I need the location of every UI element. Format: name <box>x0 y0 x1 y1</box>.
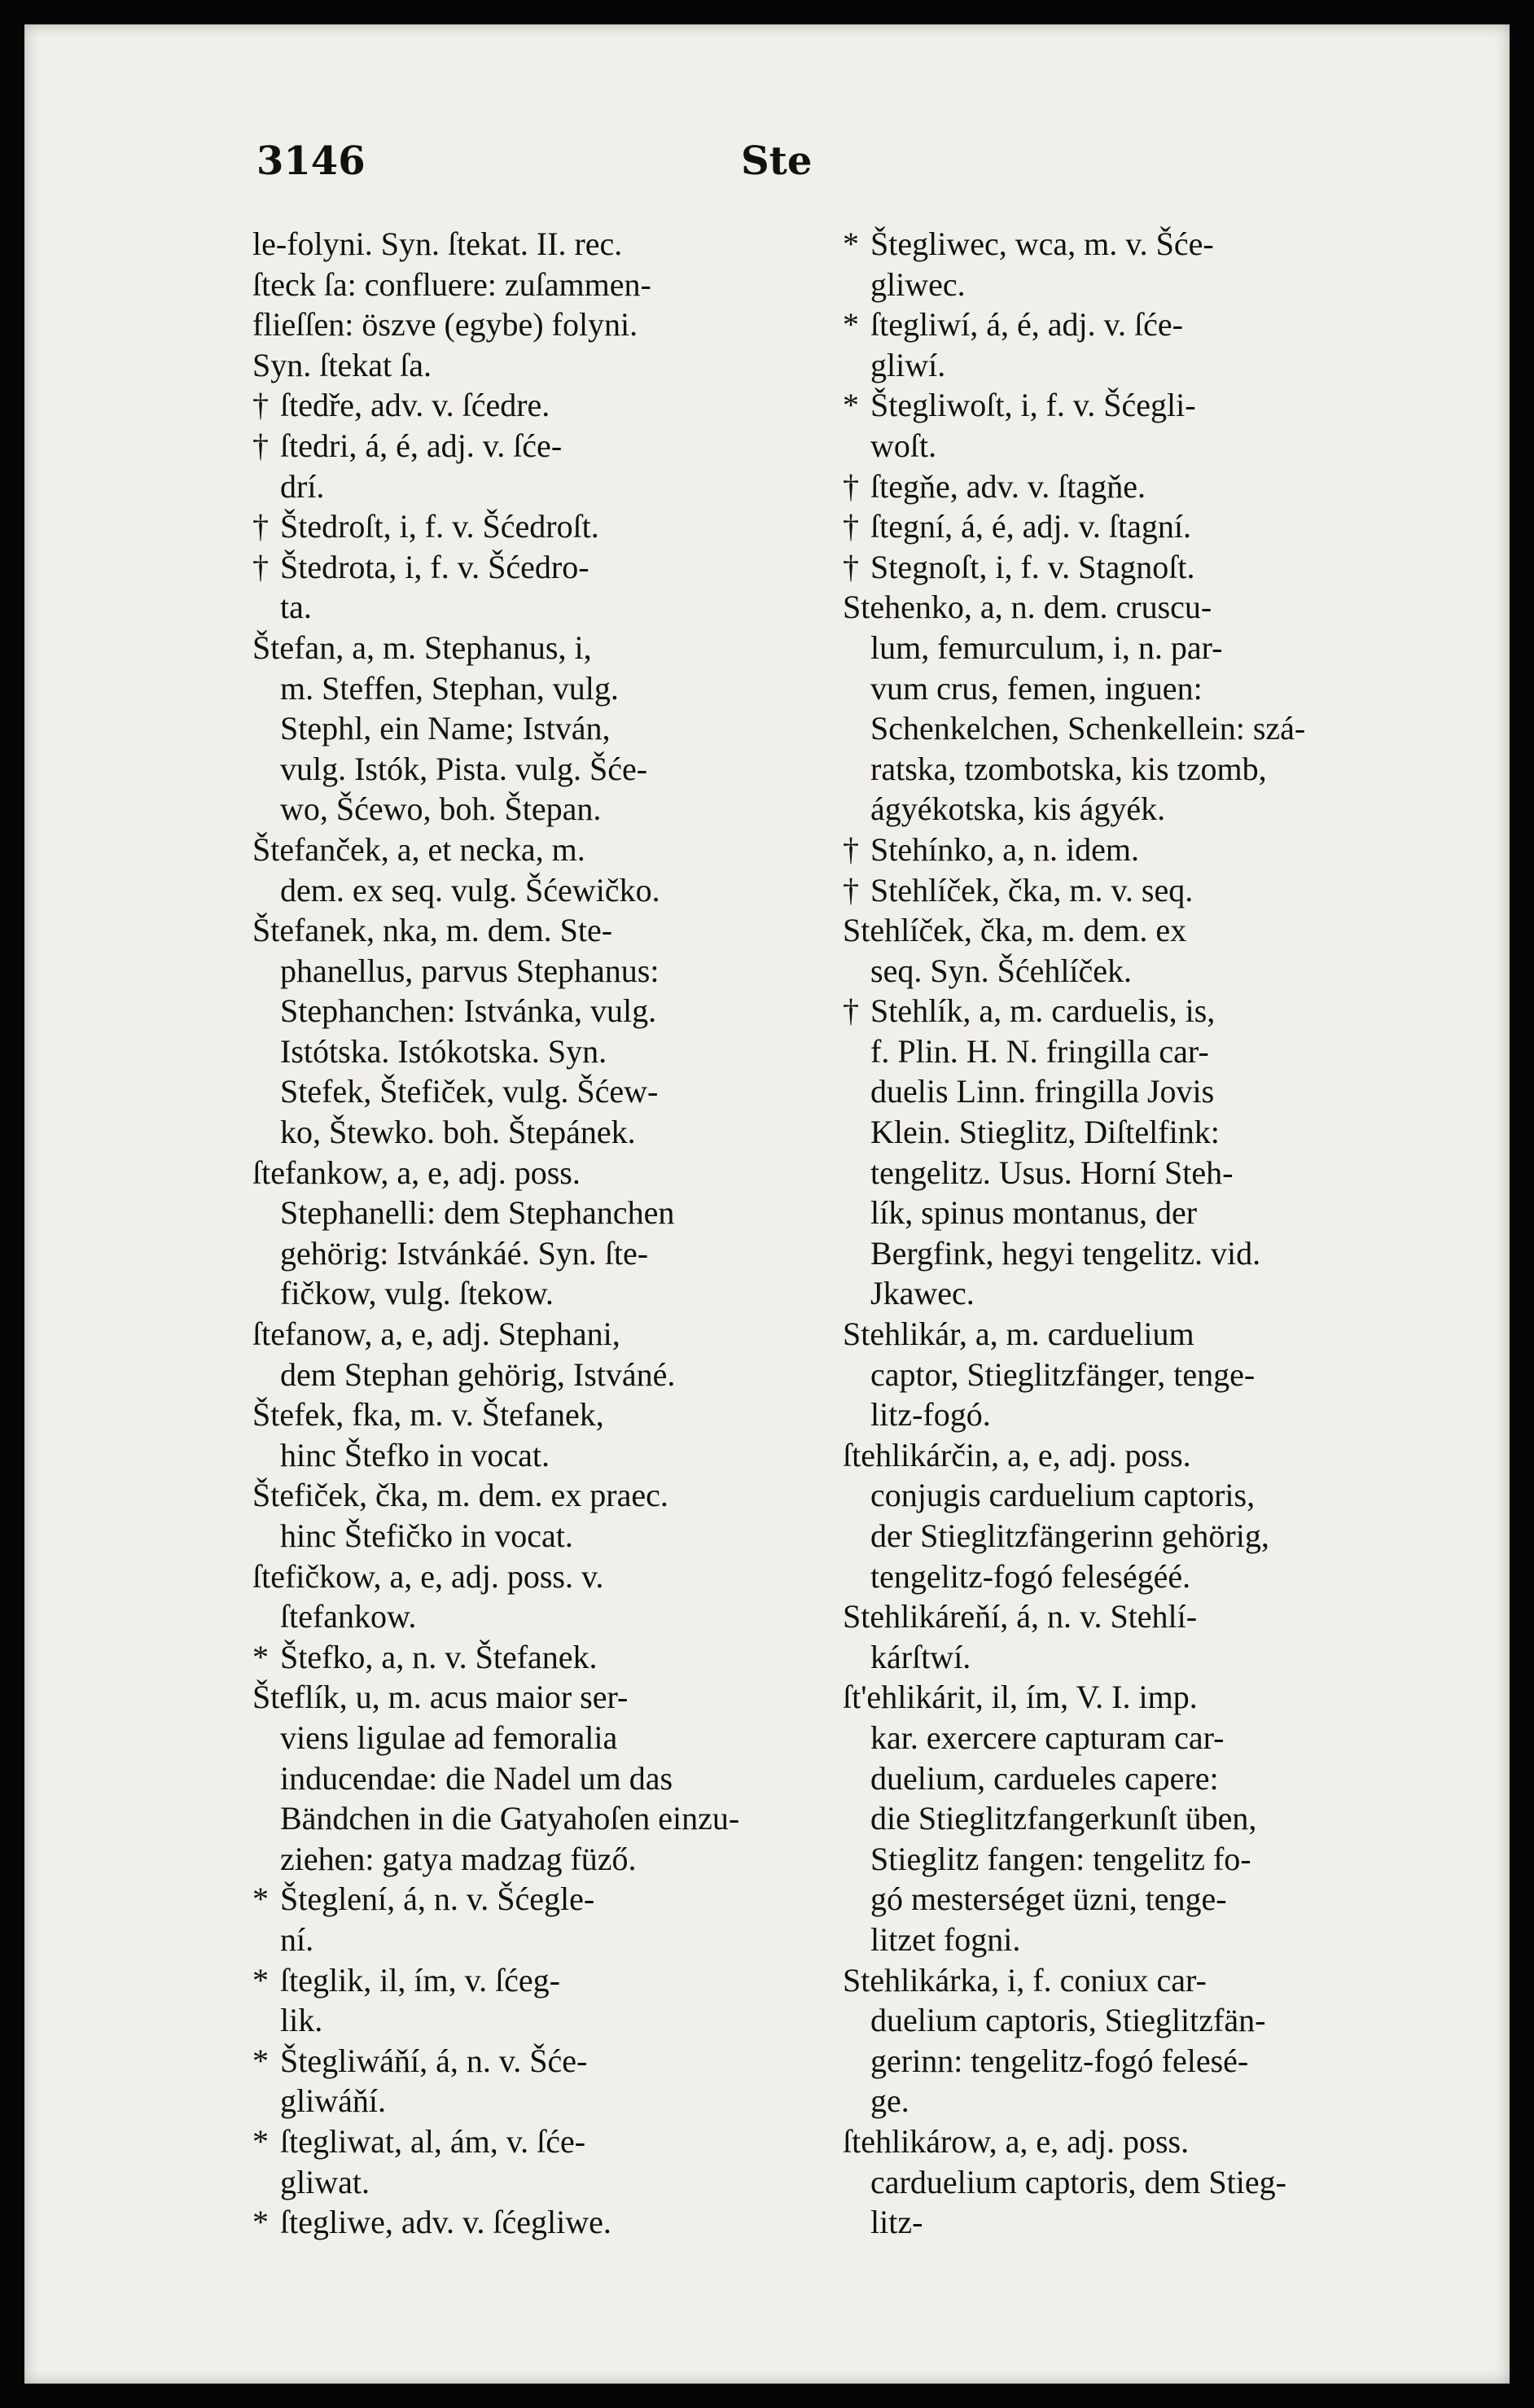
left-entry-text: gliwat. <box>280 2163 370 2200</box>
right-entry-text: Stehlík, a, m. carduelis, is, <box>870 992 1216 1030</box>
right-entry-line <box>843 668 1462 709</box>
right-entry-line <box>843 2081 1462 2121</box>
right-entry-text: litzet fogni. <box>870 1920 1021 1958</box>
left-entry-text: lik. <box>280 2002 323 2039</box>
right-entry-line <box>843 1475 1462 1516</box>
left-entry-text: ſtegliwat, al, ám, v. ſće- <box>280 2122 586 2160</box>
asterisk-marker: * <box>252 1961 269 1999</box>
left-entry-line <box>252 1394 822 1435</box>
left-entry-text: vulg. Istók, Pista. vulg. Šće- <box>280 750 648 787</box>
right-entry-line <box>843 991 1462 1031</box>
dagger-marker: † <box>252 427 269 464</box>
asterisk-marker: * <box>252 2042 269 2079</box>
left-entry-text: m. Steffen, Stephan, vulg. <box>280 669 619 707</box>
left-entry-line <box>252 345 822 386</box>
left-entry-text: Štefiček, čka, m. dem. ex praec. <box>252 1477 668 1514</box>
right-entry-line <box>843 1556 1462 1597</box>
left-entry-line <box>252 224 822 265</box>
right-entry-text: gó mesterséget üzni, tenge- <box>870 1880 1227 1918</box>
left-entry-text: hinc Štefičko in vocat. <box>280 1517 573 1554</box>
dagger-marker: † <box>843 467 859 505</box>
left-entry-text: ſteck ſa: confluere: zuſammen- <box>252 265 651 303</box>
page <box>24 24 1510 2384</box>
right-entry-text: gliwí. <box>870 346 946 383</box>
left-entry-line <box>252 1233 822 1274</box>
left-entry-text: fičkow, vulg. ſtekow. <box>280 1275 554 1312</box>
left-entry-text: Štegliwáňí, á, n. v. Šće- <box>280 2042 588 2079</box>
left-entry-text: ſteglik, il, ím, v. ſćeg- <box>280 1961 561 1999</box>
right-entry-text: ſtehlikárčin, a, e, adj. poss. <box>843 1436 1191 1473</box>
dagger-marker: † <box>252 508 269 545</box>
right-entry-line <box>843 789 1462 830</box>
right-entry-text: litz- <box>870 2204 923 2241</box>
left-entry-text: ſtefičkow, a, e, adj. poss. v. <box>252 1557 604 1595</box>
left-entry-text: Štedrota, i, f. v. Šćedro- <box>280 548 589 585</box>
left-entry-line <box>252 466 822 507</box>
left-entry-text: hinc Štefko in vocat. <box>280 1436 550 1473</box>
right-entry-text: duelium, cardueles capere: <box>870 1759 1219 1797</box>
left-entry-line <box>252 1153 822 1193</box>
left-entry-line <box>252 910 822 951</box>
left-entry-line <box>252 1637 822 1678</box>
left-entry-text: gehörig: Istvánkáé. Syn. ſte- <box>280 1234 649 1272</box>
left-entry-line <box>252 2041 822 2082</box>
left-entry-line <box>252 1596 822 1637</box>
left-entry-text: ſtedře, adv. v. ſćedre. <box>280 387 550 424</box>
page-number: 3146 <box>256 138 366 184</box>
left-entry-text: ſtedri, á, é, adj. v. ſće- <box>280 427 563 464</box>
asterisk-marker: * <box>252 1638 269 1675</box>
left-entry-line <box>252 1193 822 1233</box>
right-entry-line <box>843 224 1462 265</box>
left-entry-text: Štefanek, nka, m. dem. Ste- <box>252 912 613 949</box>
right-entry-text: ſtehlikárow, a, e, adj. poss. <box>843 2122 1190 2160</box>
right-entry-text: ſtegliwí, á, é, adj. v. ſće- <box>870 306 1183 344</box>
right-entry-text: gerinn: tengelitz-fogó felesé- <box>870 2042 1249 2079</box>
right-entry-text: kar. exercere capturam car- <box>870 1718 1225 1756</box>
left-entry-text: Štefko, a, n. v. Štefanek. <box>280 1638 598 1675</box>
right-entry-line <box>843 587 1462 628</box>
right-entry-text: Stehlikár, a, m. carduelium <box>843 1316 1194 1353</box>
right-entry-text: ſtegňe, adv. v. ſtagňe. <box>870 467 1146 505</box>
left-entry-line <box>252 1031 822 1072</box>
right-entry-line <box>843 2202 1462 2243</box>
right-entry-text: lum, femurculum, i, n. par- <box>870 628 1223 666</box>
left-entry-text: ziehen: gatya madzag füző. <box>280 1840 637 1877</box>
left-entry-line <box>252 1112 822 1153</box>
dagger-marker: † <box>843 871 859 908</box>
left-entry-text: ko, Štewko. boh. Štepánek. <box>280 1114 636 1151</box>
left-entry-line <box>252 951 822 992</box>
left-entry-line <box>252 668 822 709</box>
running-head: Ste <box>741 138 813 184</box>
left-entry-text: flieſſen: öszve (egybe) folyni. <box>252 306 638 344</box>
right-entry-line <box>843 1394 1462 1435</box>
right-entry-text: Stieglitz fangen: tengelitz fo- <box>870 1840 1251 1877</box>
right-entry-text: woſt. <box>870 427 937 464</box>
asterisk-marker: * <box>843 306 859 344</box>
right-entry-text: Stehenko, a, n. dem. cruscu- <box>843 589 1212 626</box>
left-entry-text: ta. <box>280 589 312 626</box>
left-entry-line <box>252 1839 822 1880</box>
right-entry-text: ágyékotska, kis ágyék. <box>870 790 1166 828</box>
right-entry-text: die Stieglitzfangerkunſt üben, <box>870 1800 1257 1837</box>
left-entry-text: Šteflík, u, m. acus maior ser- <box>252 1679 629 1716</box>
dagger-marker: † <box>843 992 859 1030</box>
left-entry-line <box>252 587 822 628</box>
right-entry-line <box>843 1879 1462 1920</box>
right-entry-line <box>843 1596 1462 1637</box>
right-entry-text: duelium captoris, Stieglitzfän- <box>870 2002 1266 2039</box>
left-entry-text: viens ligulae ad femoralia <box>280 1718 618 1756</box>
left-entry-line <box>252 830 822 870</box>
left-entry-line <box>252 1879 822 1920</box>
left-entry-text: Syn. ſtekat ſa. <box>252 346 432 383</box>
left-entry-text: Bändchen in die Gatyahoſen einzu- <box>280 1800 740 1837</box>
right-entry-text: Schenkelchen, Schenkellein: szá- <box>870 710 1306 747</box>
right-entry-line <box>843 1839 1462 1880</box>
right-entry-line <box>843 1071 1462 1112</box>
right-entry-line <box>843 1677 1462 1718</box>
left-entry-line <box>252 1798 822 1839</box>
right-entry-text: der Stieglitzfängerinn gehörig, <box>870 1517 1269 1554</box>
right-entry-text: Štegliwec, wca, m. v. Šće- <box>870 225 1214 262</box>
right-entry-line <box>843 1355 1462 1395</box>
left-entry-text: Stephanchen: Istvánka, vulg. <box>280 992 657 1030</box>
left-entry-line <box>252 1920 822 1960</box>
left-entry-line <box>252 2202 822 2243</box>
left-entry-line <box>252 749 822 790</box>
dagger-marker: † <box>843 830 859 868</box>
left-entry-text: dem Stephan gehörig, Istváné. <box>280 1355 676 1393</box>
right-entry-line <box>843 2000 1462 2041</box>
left-entry-text: le-folyni. Syn. ſtekat. II. rec. <box>252 225 623 262</box>
right-entry-line <box>843 1435 1462 1476</box>
left-entry-text: phanellus, parvus Stephanus: <box>280 952 660 989</box>
right-entry-line <box>843 870 1462 911</box>
left-entry-line <box>252 1355 822 1395</box>
right-entry-text: Jkawec. <box>870 1275 975 1312</box>
left-entry-line <box>252 1475 822 1516</box>
right-entry-text: Stehlikárka, i, f. coniux car- <box>843 1961 1207 1999</box>
right-entry-line <box>843 1920 1462 1960</box>
left-entry-line <box>252 426 822 466</box>
right-entry-text: duelis Linn. fringilla Jovis <box>870 1073 1215 1110</box>
left-entry-text: Štedroſt, i, f. v. Šćedroſt. <box>280 508 599 545</box>
right-entry-line <box>843 1273 1462 1314</box>
right-entry-text: Stehlíček, čka, m. v. seq. <box>870 871 1194 908</box>
asterisk-marker: * <box>252 2122 269 2160</box>
left-entry-text: Stefek, Štefiček, vulg. Šćew- <box>280 1073 659 1110</box>
left-column <box>252 224 822 2243</box>
left-entry-line <box>252 1071 822 1112</box>
left-entry-line <box>252 870 822 911</box>
right-entry-line <box>843 749 1462 790</box>
left-entry-line <box>252 1718 822 1758</box>
right-entry-text: Stehlíček, čka, m. dem. ex <box>843 912 1187 949</box>
left-entry-line <box>252 265 822 305</box>
right-entry-line <box>843 426 1462 466</box>
left-entry-text: dem. ex seq. vulg. Šćewičko. <box>280 871 660 908</box>
dagger-marker: † <box>252 387 269 424</box>
right-entry-text: Štegliwoſt, i, f. v. Šćegli- <box>870 387 1196 424</box>
right-entry-line <box>843 1758 1462 1799</box>
left-entry-line <box>252 628 822 668</box>
left-entry-line <box>252 1435 822 1476</box>
right-entry-text: f. Plin. H. N. fringilla car- <box>870 1032 1209 1070</box>
dagger-marker: † <box>843 508 859 545</box>
right-entry-line <box>843 1112 1462 1153</box>
left-entry-line <box>252 789 822 830</box>
right-entry-text: Stegnoſt, i, f. v. Stagnoſt. <box>870 548 1195 585</box>
right-entry-text: carduelium captoris, dem Stieg- <box>870 2163 1286 2200</box>
asterisk-marker: * <box>252 1880 269 1918</box>
left-entry-text: ſtefankow. <box>280 1598 417 1635</box>
left-entry-text: ſtefanow, a, e, adj. Stephani, <box>252 1316 620 1353</box>
right-entry-line <box>843 1718 1462 1758</box>
right-entry-line <box>843 1516 1462 1556</box>
right-entry-line <box>843 708 1462 749</box>
right-entry-line <box>843 466 1462 507</box>
right-entry-line <box>843 1031 1462 1072</box>
right-entry-line <box>843 1193 1462 1233</box>
left-entry-line <box>252 1758 822 1799</box>
right-entry-text: Stehlikáreňí, á, n. v. Stehlí- <box>843 1598 1198 1635</box>
left-entry-text: Stephanelli: dem Stephanchen <box>280 1194 675 1232</box>
right-entry-line <box>843 1960 1462 2001</box>
left-entry-text: ſtefankow, a, e, adj. poss. <box>252 1154 581 1191</box>
right-entry-line <box>843 345 1462 386</box>
asterisk-marker: * <box>843 387 859 424</box>
right-entry-text: ge. <box>870 2082 909 2120</box>
asterisk-marker: * <box>843 225 859 262</box>
right-entry-line <box>843 951 1462 992</box>
left-entry-line <box>252 708 822 749</box>
asterisk-marker: * <box>252 2204 269 2241</box>
left-entry-text: wo, Šćewo, boh. Štepan. <box>280 790 602 828</box>
left-entry-text: Šteglení, á, n. v. Šćegle- <box>280 1880 595 1918</box>
left-entry-text: Štefanček, a, et necka, m. <box>252 830 585 868</box>
left-entry-line <box>252 2162 822 2203</box>
right-entry-line <box>843 1153 1462 1193</box>
left-entry-line <box>252 1273 822 1314</box>
right-entry-text: vum crus, femen, inguen: <box>870 669 1203 707</box>
right-entry-line <box>843 304 1462 345</box>
right-entry-line <box>843 2162 1462 2203</box>
right-entry-line <box>843 1233 1462 1274</box>
right-entry-text: seq. Syn. Šćehlíček. <box>870 952 1133 989</box>
left-entry-line <box>252 385 822 426</box>
right-entry-text: ratska, tzombotska, kis tzomb, <box>870 750 1267 787</box>
right-entry-line <box>843 547 1462 588</box>
left-entry-text: gliwáňí. <box>280 2082 386 2120</box>
right-entry-line <box>843 385 1462 426</box>
dagger-marker: † <box>843 548 859 585</box>
right-entry-line <box>843 2041 1462 2082</box>
right-entry-text: tengelitz-fogó feleségéé. <box>870 1557 1191 1595</box>
right-column <box>843 224 1462 2243</box>
right-entry-line <box>843 910 1462 951</box>
dagger-marker: † <box>252 548 269 585</box>
right-entry-line <box>843 1637 1462 1678</box>
right-entry-text: ſtegní, á, é, adj. v. ſtagní. <box>870 508 1191 545</box>
page-header <box>24 138 1510 204</box>
right-entry-text: tengelitz. Usus. Horní Steh- <box>870 1154 1234 1191</box>
left-entry-line <box>252 506 822 547</box>
right-entry-text: litz-fogó. <box>870 1396 991 1434</box>
right-entry-text: conjugis carduelium captoris, <box>870 1477 1256 1514</box>
left-entry-text: Istótska. Istókotska. Syn. <box>280 1032 607 1070</box>
right-entry-text: gliwec. <box>870 265 966 303</box>
right-entry-line <box>843 1314 1462 1355</box>
left-entry-line <box>252 304 822 345</box>
left-entry-line <box>252 1960 822 2001</box>
left-entry-text: Štefan, a, m. Stephanus, i, <box>252 628 592 666</box>
left-entry-line <box>252 991 822 1031</box>
left-entry-text: inducendae: die Nadel um das <box>280 1759 673 1797</box>
right-entry-line <box>843 2121 1462 2162</box>
left-entry-line <box>252 2121 822 2162</box>
right-entry-text: captor, Stieglitzfänger, tenge- <box>870 1355 1256 1393</box>
right-entry-line <box>843 265 1462 305</box>
right-entry-text: kárſtwí. <box>870 1638 971 1675</box>
left-entry-line <box>252 1314 822 1355</box>
left-entry-line <box>252 2081 822 2121</box>
right-entry-line <box>843 506 1462 547</box>
right-entry-text: Klein. Stieglitz, Diſtelfink: <box>870 1114 1220 1151</box>
left-entry-line <box>252 547 822 588</box>
left-entry-text: Stephl, ein Name; István, <box>280 710 611 747</box>
right-entry-line <box>843 1798 1462 1839</box>
left-entry-line <box>252 1516 822 1556</box>
left-entry-line <box>252 1677 822 1718</box>
left-entry-line <box>252 1556 822 1597</box>
left-entry-text: Štefek, fka, m. v. Štefanek, <box>252 1396 604 1434</box>
right-entry-line <box>843 830 1462 870</box>
left-entry-line <box>252 2000 822 2041</box>
left-entry-text: ſtegliwe, adv. v. ſćegliwe. <box>280 2204 611 2241</box>
right-entry-text: Bergfink, hegyi tengelitz. vid. <box>870 1234 1261 1272</box>
left-entry-text: ní. <box>280 1920 314 1958</box>
left-entry-text: drí. <box>280 467 325 505</box>
right-entry-text: Stehínko, a, n. idem. <box>870 830 1139 868</box>
right-entry-text: ſt'ehlikárit, il, ím, V. I. imp. <box>843 1679 1198 1716</box>
right-entry-text: lík, spinus montanus, der <box>870 1194 1198 1232</box>
right-entry-line <box>843 628 1462 668</box>
